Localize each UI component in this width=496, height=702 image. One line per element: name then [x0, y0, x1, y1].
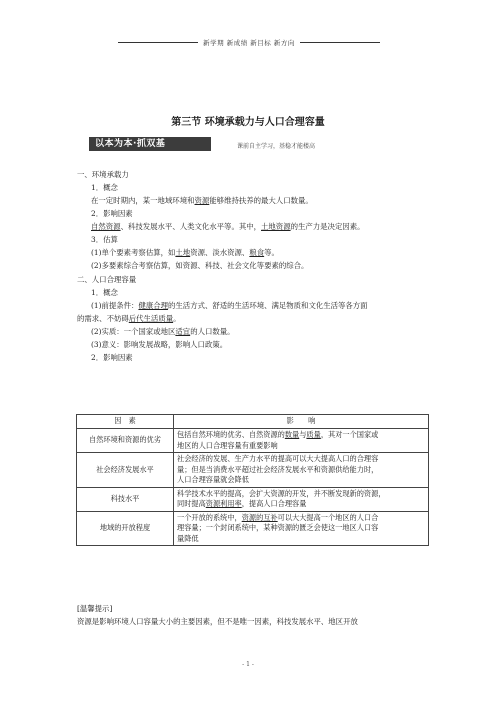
- underlined-term: 后代生活质量: [128, 314, 174, 323]
- text-span: 一个开放的系统中，: [177, 512, 242, 522]
- table-header-row: [77, 415, 429, 429]
- page-title: 第三节 环境承载力与人口合理容量: [171, 117, 325, 128]
- subheading-concept-1: 1．概念: [91, 183, 118, 192]
- text-span: 与: [299, 430, 307, 439]
- header-text: 新学期 新成绩 新目标 新方向: [203, 38, 295, 47]
- table-row: [77, 453, 429, 488]
- tip-text: 资源是影响环境人口容量大小的主要因素，但不是唯一因素，科技发展水平、地区开放: [77, 617, 358, 626]
- underlined-term: 土地资源: [261, 222, 291, 231]
- table-cell-impact: [174, 453, 429, 488]
- cell-line: 人口合理容量就会降低: [177, 475, 249, 484]
- underlined-term: 适宜: [175, 327, 191, 336]
- banner-subtitle: 课前自主学习，基稳才能楼高: [237, 143, 316, 150]
- underlined-term: 土地: [175, 248, 191, 257]
- cell-line: 量降低: [177, 533, 199, 543]
- text-span: (2)实质：一个国家或地区: [91, 327, 176, 336]
- page-header: [118, 35, 380, 49]
- text-span: 等。: [264, 248, 279, 257]
- header-rule-left: [118, 42, 198, 43]
- underlined-term: 资源的互补: [241, 512, 278, 522]
- factors-1-text: [91, 222, 365, 232]
- cell-line: 量；但是当消费水平超过社会经济发展水平和资源供给能力时，: [177, 464, 379, 474]
- underlined-term: 资源利用率: [205, 499, 242, 508]
- cell-line: 社会经济的发展、生产力水平的提高可以大大提高人口的合理容: [177, 454, 379, 463]
- underlined-term: 数量: [284, 430, 300, 439]
- text-span: 的生活方式、舒适的生活环境、满足物质和文化生活等各方面: [168, 301, 368, 310]
- text-span: 。: [173, 314, 181, 323]
- table-cell-impact: [174, 429, 429, 453]
- subheading-estimate: 3．估算: [91, 235, 118, 244]
- table-cell-factor: 自然环境和资源的优劣: [77, 429, 174, 453]
- section-banner: 以本为本·抓双基: [89, 137, 211, 151]
- underlined-term: 自然资源: [91, 222, 121, 231]
- cell-line: 地区的人口合理容量有重要影响: [177, 440, 278, 450]
- estimate-item-2: (2)多要素综合考察估算，如资源、科技、社会文化等要素的综合。: [91, 261, 309, 270]
- text-span: ，其对一个国家或: [320, 430, 379, 439]
- table-cell-impact: [174, 511, 429, 546]
- cell-line: [177, 513, 425, 524]
- text-span: 的需求、不妨碍: [77, 314, 129, 323]
- concept-1-text: [91, 196, 313, 206]
- concept-2-item-2: [91, 327, 235, 337]
- text-span: 可以大大提高一个地区的人口合: [277, 512, 379, 522]
- tip-label: [温馨提示]: [77, 604, 113, 613]
- subheading-concept-2: 1．概念: [91, 288, 118, 297]
- table-cell-factor: 地域的开放程度: [77, 511, 174, 546]
- cell-line: 理容量；一个封闭系统中，某种资源的匮乏会使这一地区人口容: [177, 523, 379, 532]
- text-span: 包括自然环境的优劣、自然资源的: [177, 430, 285, 439]
- page-number: - 1 -: [242, 661, 254, 668]
- text-span: (1)单个要素考察估算，如: [91, 248, 176, 257]
- estimate-item-1: [91, 248, 279, 258]
- text-span: 的人口数量。: [190, 327, 235, 336]
- section-heading-2: 二、人口合理容量: [77, 275, 137, 284]
- text-span: 能够维持扶养的最大人口数量。: [209, 196, 313, 205]
- cell-line: [177, 499, 425, 510]
- concept-2-item-1-cont: [77, 314, 181, 324]
- concept-2-item-1: [91, 301, 368, 311]
- text-span: ，提高人口合理容量: [241, 499, 307, 508]
- text-span: 、科技发展水平、人类文化水平等。其中，: [120, 222, 262, 231]
- cell-line: 科学技术水平的提高，会扩大资源的开发，并不断发现新的资源，: [177, 488, 386, 498]
- text-span: 的生产力是决定因素。: [290, 222, 365, 231]
- text-span: (1)前提条件：: [91, 301, 139, 310]
- factors-table: [76, 414, 429, 546]
- table-row: [77, 429, 429, 453]
- table-cell-factor: 社会经济发展水平: [77, 453, 174, 488]
- concept-2-item-3: (3)意义：影响发展战略，影响人口政策。: [91, 340, 228, 349]
- cell-line: [177, 430, 425, 441]
- subheading-factors-1: 2．影响因素: [91, 209, 133, 218]
- underlined-term: 质量: [306, 430, 321, 439]
- table-header-impact: 影 响: [174, 415, 429, 429]
- underlined-term: 资源: [194, 196, 210, 205]
- section-heading-1: 一、环境承载力: [77, 170, 129, 179]
- table-header-factor: 因 素: [77, 415, 174, 429]
- table-row: [77, 511, 429, 546]
- text-span: 在一定时期内，某一地域环境和: [91, 196, 195, 205]
- text-span: 资源、淡水资源、: [190, 248, 250, 257]
- subheading-factors-2: 2．影响因素: [91, 353, 133, 362]
- table-cell-impact: [174, 487, 429, 511]
- underlined-term: 健康合理: [138, 301, 169, 310]
- underlined-term: 粮食: [249, 248, 265, 257]
- header-rule-right: [300, 42, 380, 43]
- table-row: [77, 487, 429, 511]
- text-span: 同时提高: [177, 499, 206, 508]
- table-cell-factor: 科技水平: [77, 487, 174, 511]
